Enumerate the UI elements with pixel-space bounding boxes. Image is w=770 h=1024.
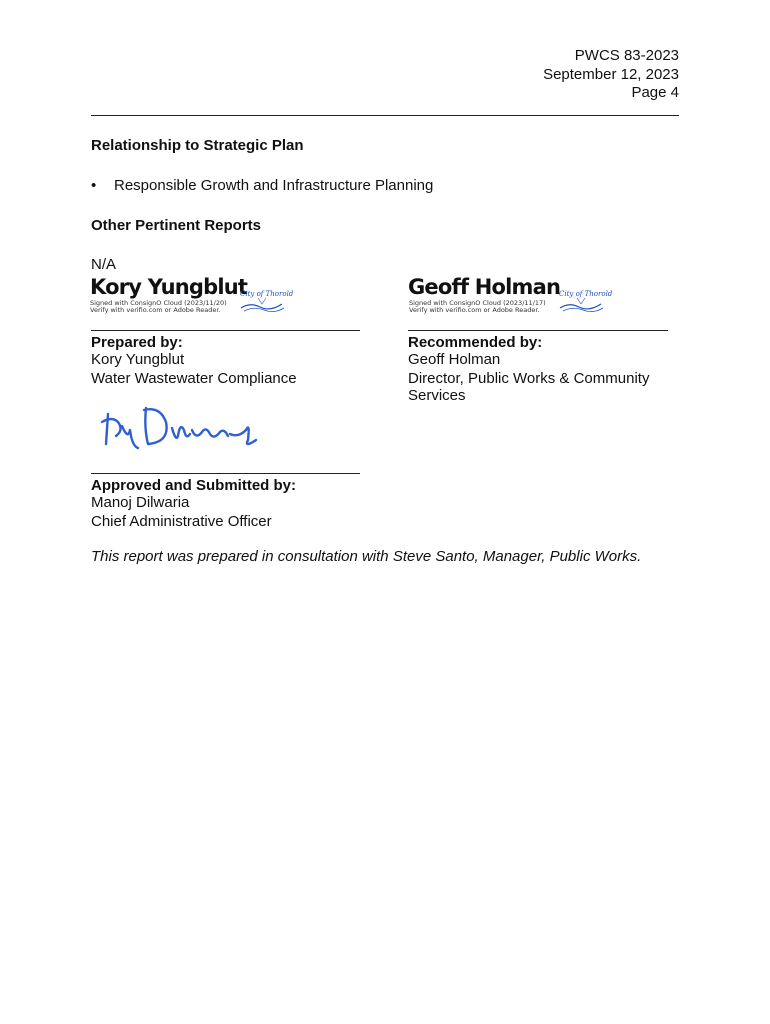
recommended-title-line1: Director, Public Works & Community [408, 370, 650, 387]
recommended-verify-note: Verify with verifio.com or Adobe Reader. [409, 306, 540, 314]
prepared-signature-name: Kory Yungblut [90, 275, 248, 299]
strategic-plan-bullet: Responsible Growth and Infrastructure Planning [114, 177, 434, 194]
prepared-signature-line [91, 330, 360, 331]
prepared-signed-with: Signed with ConsignO Cloud (2023/11/20) [90, 299, 227, 307]
report-date: September 12, 2023 [543, 66, 679, 83]
recommended-signature-name: Geoff Holman [408, 275, 561, 299]
recommended-name: Geoff Holman [408, 351, 501, 368]
prepared-city-seal-logo [238, 286, 294, 314]
svg-text:City of Thorold: City of Thorold [240, 290, 294, 298]
consultation-note: This report was prepared in consultation with Steve Santo, Manager, Public Works. [91, 548, 642, 565]
handwritten-signature [98, 400, 263, 458]
approved-title: Chief Administrative Officer [91, 513, 272, 530]
approved-name: Manoj Dilwaria [91, 494, 190, 511]
prepared-name: Kory Yungblut [91, 351, 185, 368]
page-number: Page 4 [631, 84, 679, 101]
other-reports-heading: Other Pertinent Reports [91, 217, 262, 234]
approved-signature-line [91, 473, 360, 474]
recommended-title-line2: Services [408, 387, 466, 404]
report-number: PWCS 83-2023 [574, 47, 679, 64]
recommended-label: Recommended by: [408, 334, 543, 351]
bullet-icon: • [91, 177, 97, 194]
other-reports-text: N/A [91, 256, 117, 273]
approved-label: Approved and Submitted by: [91, 477, 297, 494]
prepared-title: Water Wastewater Compliance [91, 370, 297, 387]
recommended-signed-with: Signed with ConsignO Cloud (2023/11/17) [409, 299, 546, 307]
prepared-label: Prepared by: [91, 334, 183, 351]
header-rule [91, 115, 679, 116]
recommended-city-seal-logo [557, 286, 613, 314]
recommended-signature-line [408, 330, 668, 331]
prepared-verify-note: Verify with verifio.com or Adobe Reader. [90, 306, 221, 314]
svg-text:City of Thorold: City of Thorold [559, 290, 613, 298]
strategic-plan-heading: Relationship to Strategic Plan [91, 137, 304, 154]
